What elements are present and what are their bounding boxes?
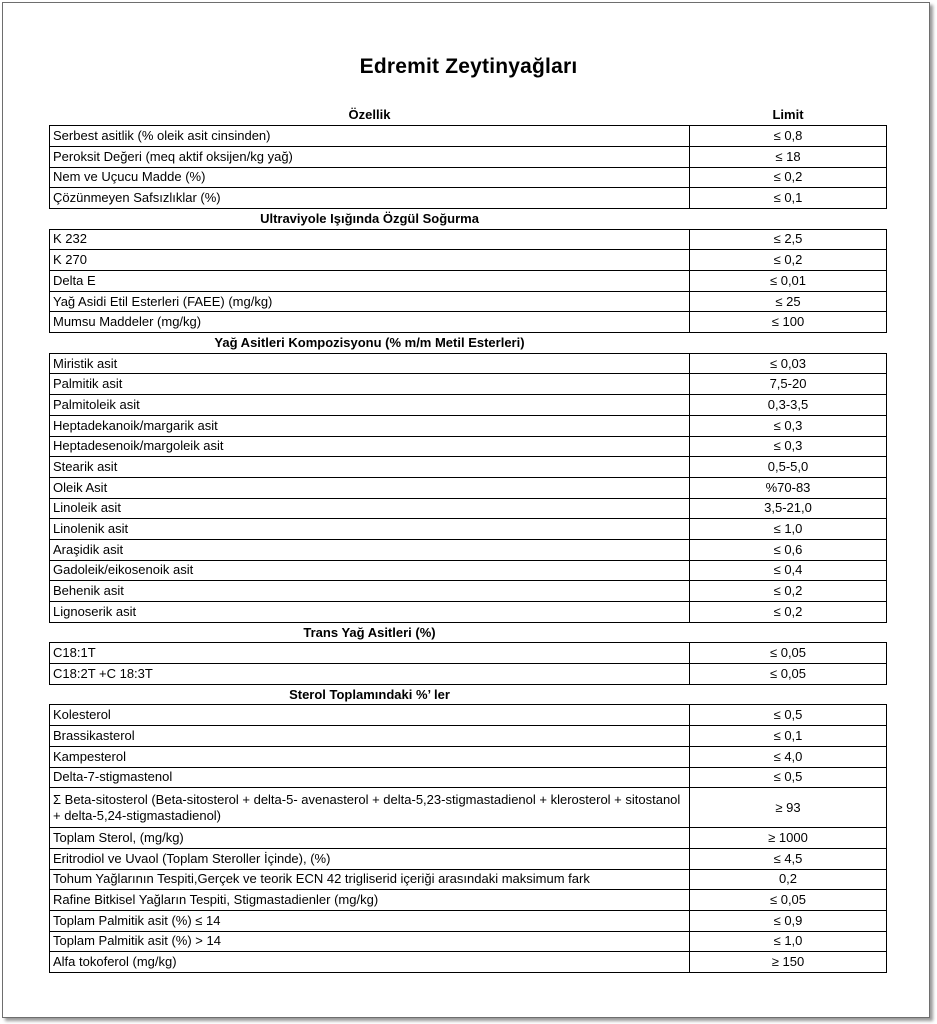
table-row xyxy=(50,705,887,726)
property-cell: Palmitik asit xyxy=(50,374,690,395)
table-row xyxy=(50,498,887,519)
limit-cell: ≤ 0,1 xyxy=(690,188,887,209)
table-row xyxy=(50,931,887,952)
table-row xyxy=(50,788,887,828)
limit-cell: ≤ 0,03 xyxy=(690,353,887,374)
section-heading: Ultraviyole Işığında Özgül Soğurma xyxy=(260,210,479,226)
property-cell: Toplam Sterol, (mg/kg) xyxy=(50,828,690,849)
section-heading-spacer xyxy=(690,208,887,229)
table-row xyxy=(50,146,887,167)
section-heading-row xyxy=(50,333,887,354)
property-cell: Σ Beta-sitosterol (Beta-sitosterol + delta-5- avenasterol + delta-5,23-stigmastadienol + klerosterol + sitostanol + delta-5,24-stigmastadienol) xyxy=(50,788,690,828)
limit-cell: 0,3-3,5 xyxy=(690,395,887,416)
property-cell: Oleik Asit xyxy=(50,477,690,498)
limit-cell: ≤ 0,2 xyxy=(690,250,887,271)
limit-cell: ≤ 0,05 xyxy=(690,890,887,911)
property-cell: Toplam Palmitik asit (%) > 14 xyxy=(50,931,690,952)
table-row xyxy=(50,167,887,188)
limit-cell: ≤ 0,5 xyxy=(690,705,887,726)
table-row xyxy=(50,312,887,333)
limit-cell: ≤ 0,8 xyxy=(690,126,887,147)
table-row xyxy=(50,828,887,849)
limit-cell: ≤ 1,0 xyxy=(690,519,887,540)
property-cell: Rafine Bitkisel Yağların Tespiti, Stigmastadienler (mg/kg) xyxy=(50,890,690,911)
property-cell: Nem ve Uçucu Madde (%) xyxy=(50,167,690,188)
property-cell: Yağ Asidi Etil Esterleri (FAEE) (mg/kg) xyxy=(50,291,690,312)
table-row xyxy=(50,726,887,747)
table-row xyxy=(50,910,887,931)
table-row xyxy=(50,436,887,457)
section-heading-row xyxy=(50,622,887,643)
table-row xyxy=(50,271,887,292)
limit-cell: ≤ 4,0 xyxy=(690,746,887,767)
property-cell: Palmitoleik asit xyxy=(50,395,690,416)
limit-cell: ≤ 0,05 xyxy=(690,643,887,664)
property-cell: Lignoserik asit xyxy=(50,602,690,623)
limit-cell: ≤ 0,5 xyxy=(690,767,887,788)
property-cell: Gadoleik/eikosenoik asit xyxy=(50,560,690,581)
property-cell: Brassikasterol xyxy=(50,726,690,747)
limit-cell: 0,2 xyxy=(690,869,887,890)
table-row xyxy=(50,188,887,209)
property-cell: Kampesterol xyxy=(50,746,690,767)
limit-cell: ≤ 0,1 xyxy=(690,726,887,747)
table-row xyxy=(50,560,887,581)
table-row xyxy=(50,848,887,869)
section-heading: Sterol Toplamındaki %’ ler xyxy=(289,686,450,702)
table-row xyxy=(50,250,887,271)
limit-cell: ≤ 0,9 xyxy=(690,910,887,931)
table-row xyxy=(50,890,887,911)
limit-cell: 7,5-20 xyxy=(690,374,887,395)
property-cell: Araşidik asit xyxy=(50,539,690,560)
property-cell: Tohum Yağlarının Tespiti,Gerçek ve teorik ECN 42 trigliserid içeriği arasındaki maksimum fark xyxy=(50,869,690,890)
table-row xyxy=(50,353,887,374)
property-cell: K 232 xyxy=(50,229,690,250)
section-heading-row xyxy=(50,208,887,229)
property-cell: Behenik asit xyxy=(50,581,690,602)
limit-cell: ≥ 93 xyxy=(690,788,887,828)
limit-cell: ≥ 150 xyxy=(690,952,887,973)
limit-cell: ≤ 0,6 xyxy=(690,539,887,560)
property-cell: Alfa tokoferol (mg/kg) xyxy=(50,952,690,973)
property-cell: Heptadekanoik/margarik asit xyxy=(50,415,690,436)
section-heading: Trans Yağ Asitleri (%) xyxy=(303,624,436,640)
table-row xyxy=(50,477,887,498)
table-row xyxy=(50,395,887,416)
property-cell: Delta E xyxy=(50,271,690,292)
property-cell: Serbest asitlik (% oleik asit cinsinden) xyxy=(50,126,690,147)
limit-cell: ≤ 4,5 xyxy=(690,848,887,869)
property-cell: C18:1T xyxy=(50,643,690,664)
table-row xyxy=(50,869,887,890)
section-heading-spacer xyxy=(690,684,887,705)
section-heading: Yağ Asitleri Kompozisyonu (% m/m Metil Esterleri) xyxy=(214,334,525,350)
table-row xyxy=(50,291,887,312)
page-title: Edremit Zeytinyağları xyxy=(359,55,578,78)
table-row xyxy=(50,952,887,973)
limit-cell: ≥ 1000 xyxy=(690,828,887,849)
section-heading-spacer xyxy=(690,622,887,643)
table-row xyxy=(50,415,887,436)
limit-cell: ≤ 0,3 xyxy=(690,436,887,457)
table-row xyxy=(50,374,887,395)
section-heading-spacer xyxy=(690,333,887,354)
property-cell: Miristik asit xyxy=(50,353,690,374)
limit-cell: ≤ 18 xyxy=(690,146,887,167)
property-cell: Kolesterol xyxy=(50,705,690,726)
table-row xyxy=(50,746,887,767)
property-cell: Çözünmeyen Safsızlıklar (%) xyxy=(50,188,690,209)
limit-cell: ≤ 2,5 xyxy=(690,229,887,250)
property-cell: Linolenik asit xyxy=(50,519,690,540)
table-row xyxy=(50,457,887,478)
table-row xyxy=(50,664,887,685)
limit-cell: ≤ 0,2 xyxy=(690,581,887,602)
property-cell: Linoleik asit xyxy=(50,498,690,519)
table-row xyxy=(50,643,887,664)
limit-cell: %70-83 xyxy=(690,477,887,498)
property-cell: K 270 xyxy=(50,250,690,271)
table-row xyxy=(50,539,887,560)
limit-cell: ≤ 0,3 xyxy=(690,415,887,436)
section-heading-row xyxy=(50,684,887,705)
table-row xyxy=(50,519,887,540)
table-row xyxy=(50,229,887,250)
property-cell: C18:2T +C 18:3T xyxy=(50,664,690,685)
header-property: Özellik xyxy=(348,107,391,123)
limit-cell: ≤ 0,2 xyxy=(690,167,887,188)
property-cell: Delta-7-stigmastenol xyxy=(50,767,690,788)
table-row xyxy=(50,581,887,602)
table-row xyxy=(50,602,887,623)
limit-cell: 0,5-5,0 xyxy=(690,457,887,478)
spec-table-body xyxy=(50,105,887,973)
limit-cell: 3,5-21,0 xyxy=(690,498,887,519)
property-cell: Stearik asit xyxy=(50,457,690,478)
limit-cell: ≤ 25 xyxy=(690,291,887,312)
table-row xyxy=(50,126,887,147)
spec-table xyxy=(49,105,887,973)
table-header-row xyxy=(50,105,887,126)
limit-cell: ≤ 100 xyxy=(690,312,887,333)
limit-cell: ≤ 0,01 xyxy=(690,271,887,292)
property-cell: Peroksit Değeri (meq aktif oksijen/kg yağ) xyxy=(50,146,690,167)
table-row xyxy=(50,767,887,788)
property-cell: Heptadesenoik/margoleik asit xyxy=(50,436,690,457)
limit-cell: ≤ 0,05 xyxy=(690,664,887,685)
property-cell: Eritrodiol ve Uvaol (Toplam Steroller İçinde), (%) xyxy=(50,848,690,869)
property-cell: Mumsu Maddeler (mg/kg) xyxy=(50,312,690,333)
limit-cell: ≤ 0,4 xyxy=(690,560,887,581)
property-cell: Toplam Palmitik asit (%) ≤ 14 xyxy=(50,910,690,931)
limit-cell: ≤ 1,0 xyxy=(690,931,887,952)
limit-cell: ≤ 0,2 xyxy=(690,602,887,623)
header-limit: Limit xyxy=(772,107,804,123)
